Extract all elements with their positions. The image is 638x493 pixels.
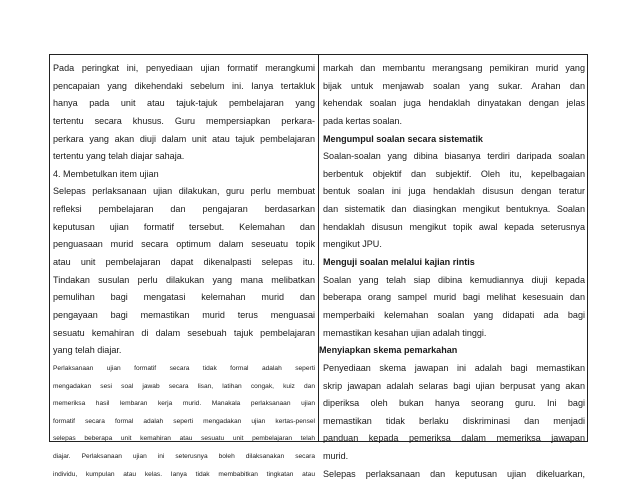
left-column-line: pencapaian yang dikehendaki sebelum ini. Ianya tertakluk bbox=[53, 80, 315, 91]
right-column-line: Mengumpul soalan secara sistematik bbox=[323, 133, 483, 144]
left-column-line: keputusan ujian formatif tersebut. Kelemahan dan bbox=[53, 221, 315, 232]
right-column-line: kehendak soalan juga hendaklah dinyatakan dengan jelas bbox=[323, 98, 585, 109]
column-divider bbox=[318, 55, 319, 441]
left-column-line: memeriksa hasil lembaran kerja murid. Manakala perlaksanaan ujian bbox=[53, 400, 315, 408]
right-column-line: skrip jawapan adalah selaras bagi ujian berpusat yang akan bbox=[323, 380, 585, 391]
left-column-line: Selepas perlaksanaan ujian dilakukan, guru perlu membuat bbox=[53, 186, 315, 197]
left-column-line: hanya pada unit atau tajuk-tajuk pembelajaran yang bbox=[53, 98, 315, 109]
left-column-line: Pada peringkat ini, penyediaan ujian formatif merangkumi bbox=[53, 63, 315, 73]
left-column bbox=[53, 60, 315, 483]
two-column-text-table bbox=[49, 54, 588, 479]
right-column-line: Penyediaan skema jawapan ini adalah bagi memastikan bbox=[323, 362, 585, 373]
right-column-line: memastikan tidak berlaku diskriminasi dan menjadi bbox=[323, 415, 585, 426]
right-column-line: bentuk soalan ini juga hendaklah disusun dengan teratur bbox=[323, 186, 585, 197]
right-column-line: Selepas perlaksanaan dan keputusan ujian dikeluarkan, bbox=[323, 468, 585, 479]
right-column-line: pada kertas soalan. bbox=[323, 115, 402, 126]
right-column-line: murid. bbox=[323, 451, 349, 462]
left-column-line: atau unit pembelajaran dapat dikenalpasti selepas itu. bbox=[53, 257, 315, 268]
right-column-line: memperbaiki kelemahan soalan yang didapati ada bagi bbox=[323, 309, 585, 320]
left-column-line: selepas beberapa unit kemahiran atau sesuatu unit pembelajaran telah bbox=[53, 435, 315, 443]
right-column-line: markah dan membantu merangsang pemikiran murid yang bbox=[323, 63, 585, 73]
left-column-line: sesuatu kemahiran di dalam sesebuah tajuk pembelajaran bbox=[53, 327, 315, 338]
right-column-line: hendaklah disusun mengikut topik awal kepada seterusnya bbox=[323, 221, 585, 232]
right-column-line: Soalan yang telah siap dibina kemudiannya diuji kepada bbox=[323, 274, 585, 285]
left-column-line: Tindakan susulan perlu dilakukan yang mana melibatkan bbox=[53, 274, 315, 285]
right-column-line: Menyiapkan skema pemarkahan bbox=[319, 345, 458, 356]
left-column-line: perkara yang akan diuji dalam unit atau tajuk pembelajaran bbox=[53, 133, 315, 144]
right-column-line: beberapa orang sampel murid bagi melihat kesesuain dan bbox=[323, 292, 585, 303]
left-column-line: yang telah diajar. bbox=[53, 345, 122, 356]
left-column-line: pemulihan bagi mengatasi kelemahan murid dan bbox=[53, 292, 315, 303]
right-column-line: Menguji soalan melalui kajian rintis bbox=[323, 257, 475, 268]
left-column-line: individu, kumpulan atau kelas. Ianya tidak membabitkan tingkatan atau bbox=[53, 470, 315, 478]
left-column-line: pengayaan bagi memastikan murid terus menguasai bbox=[53, 309, 315, 320]
right-column-line: Soalan-soalan yang dibina biasanya terdiri daripada soalan bbox=[323, 151, 585, 162]
right-column bbox=[319, 60, 585, 483]
left-column-line: tertentu secara khusus. Guru mempersiapkan perkara- bbox=[53, 115, 315, 126]
right-column-line: berbentuk objektif dan subjektif. Oleh itu, kepelbagaian bbox=[323, 168, 585, 179]
left-column-line: tertentu yang telah diajar sahaja. bbox=[53, 151, 185, 162]
right-column-line: dan sistematik dan diasingkan mengikut bentuknya. Soalan bbox=[323, 204, 585, 215]
right-column-line: diperiksa oleh bukan hanya seorang guru. Ini bagi bbox=[323, 398, 585, 409]
right-column-line: mengikut JPU. bbox=[323, 239, 382, 250]
right-column-line: panduan kepada pemeriksa dalam memeriksa jawapan bbox=[323, 433, 585, 444]
right-column-line: memastikan kesahan ujian adalah tinggi. bbox=[323, 327, 487, 338]
left-column-line: 4. Membetulkan item ujian bbox=[53, 168, 159, 179]
left-column-line: formatif secara formal adalah seperti mengadakan ujian kertas-pensel bbox=[53, 417, 315, 425]
left-column-line: diajar. Perlaksanaan ujian ini seterusnya boleh dilaksanakan secara bbox=[53, 453, 315, 461]
left-column-line: penguasaan murid secara optimum dalam seseuatu topik bbox=[53, 239, 315, 250]
left-column-line: mengadakan sesi soal jawab secara lisan, latihan congak, kuiz dan bbox=[53, 382, 315, 390]
right-column-line: bijak untuk menjawab soalan yang sukar. Arahan dan bbox=[323, 80, 585, 91]
left-column-line: refleksi pembelajaran dan pengajaran berdasarkan bbox=[53, 204, 315, 215]
left-column-line: Perlaksanaan ujian formatif secara tidak formal adalah seperti bbox=[53, 364, 315, 372]
